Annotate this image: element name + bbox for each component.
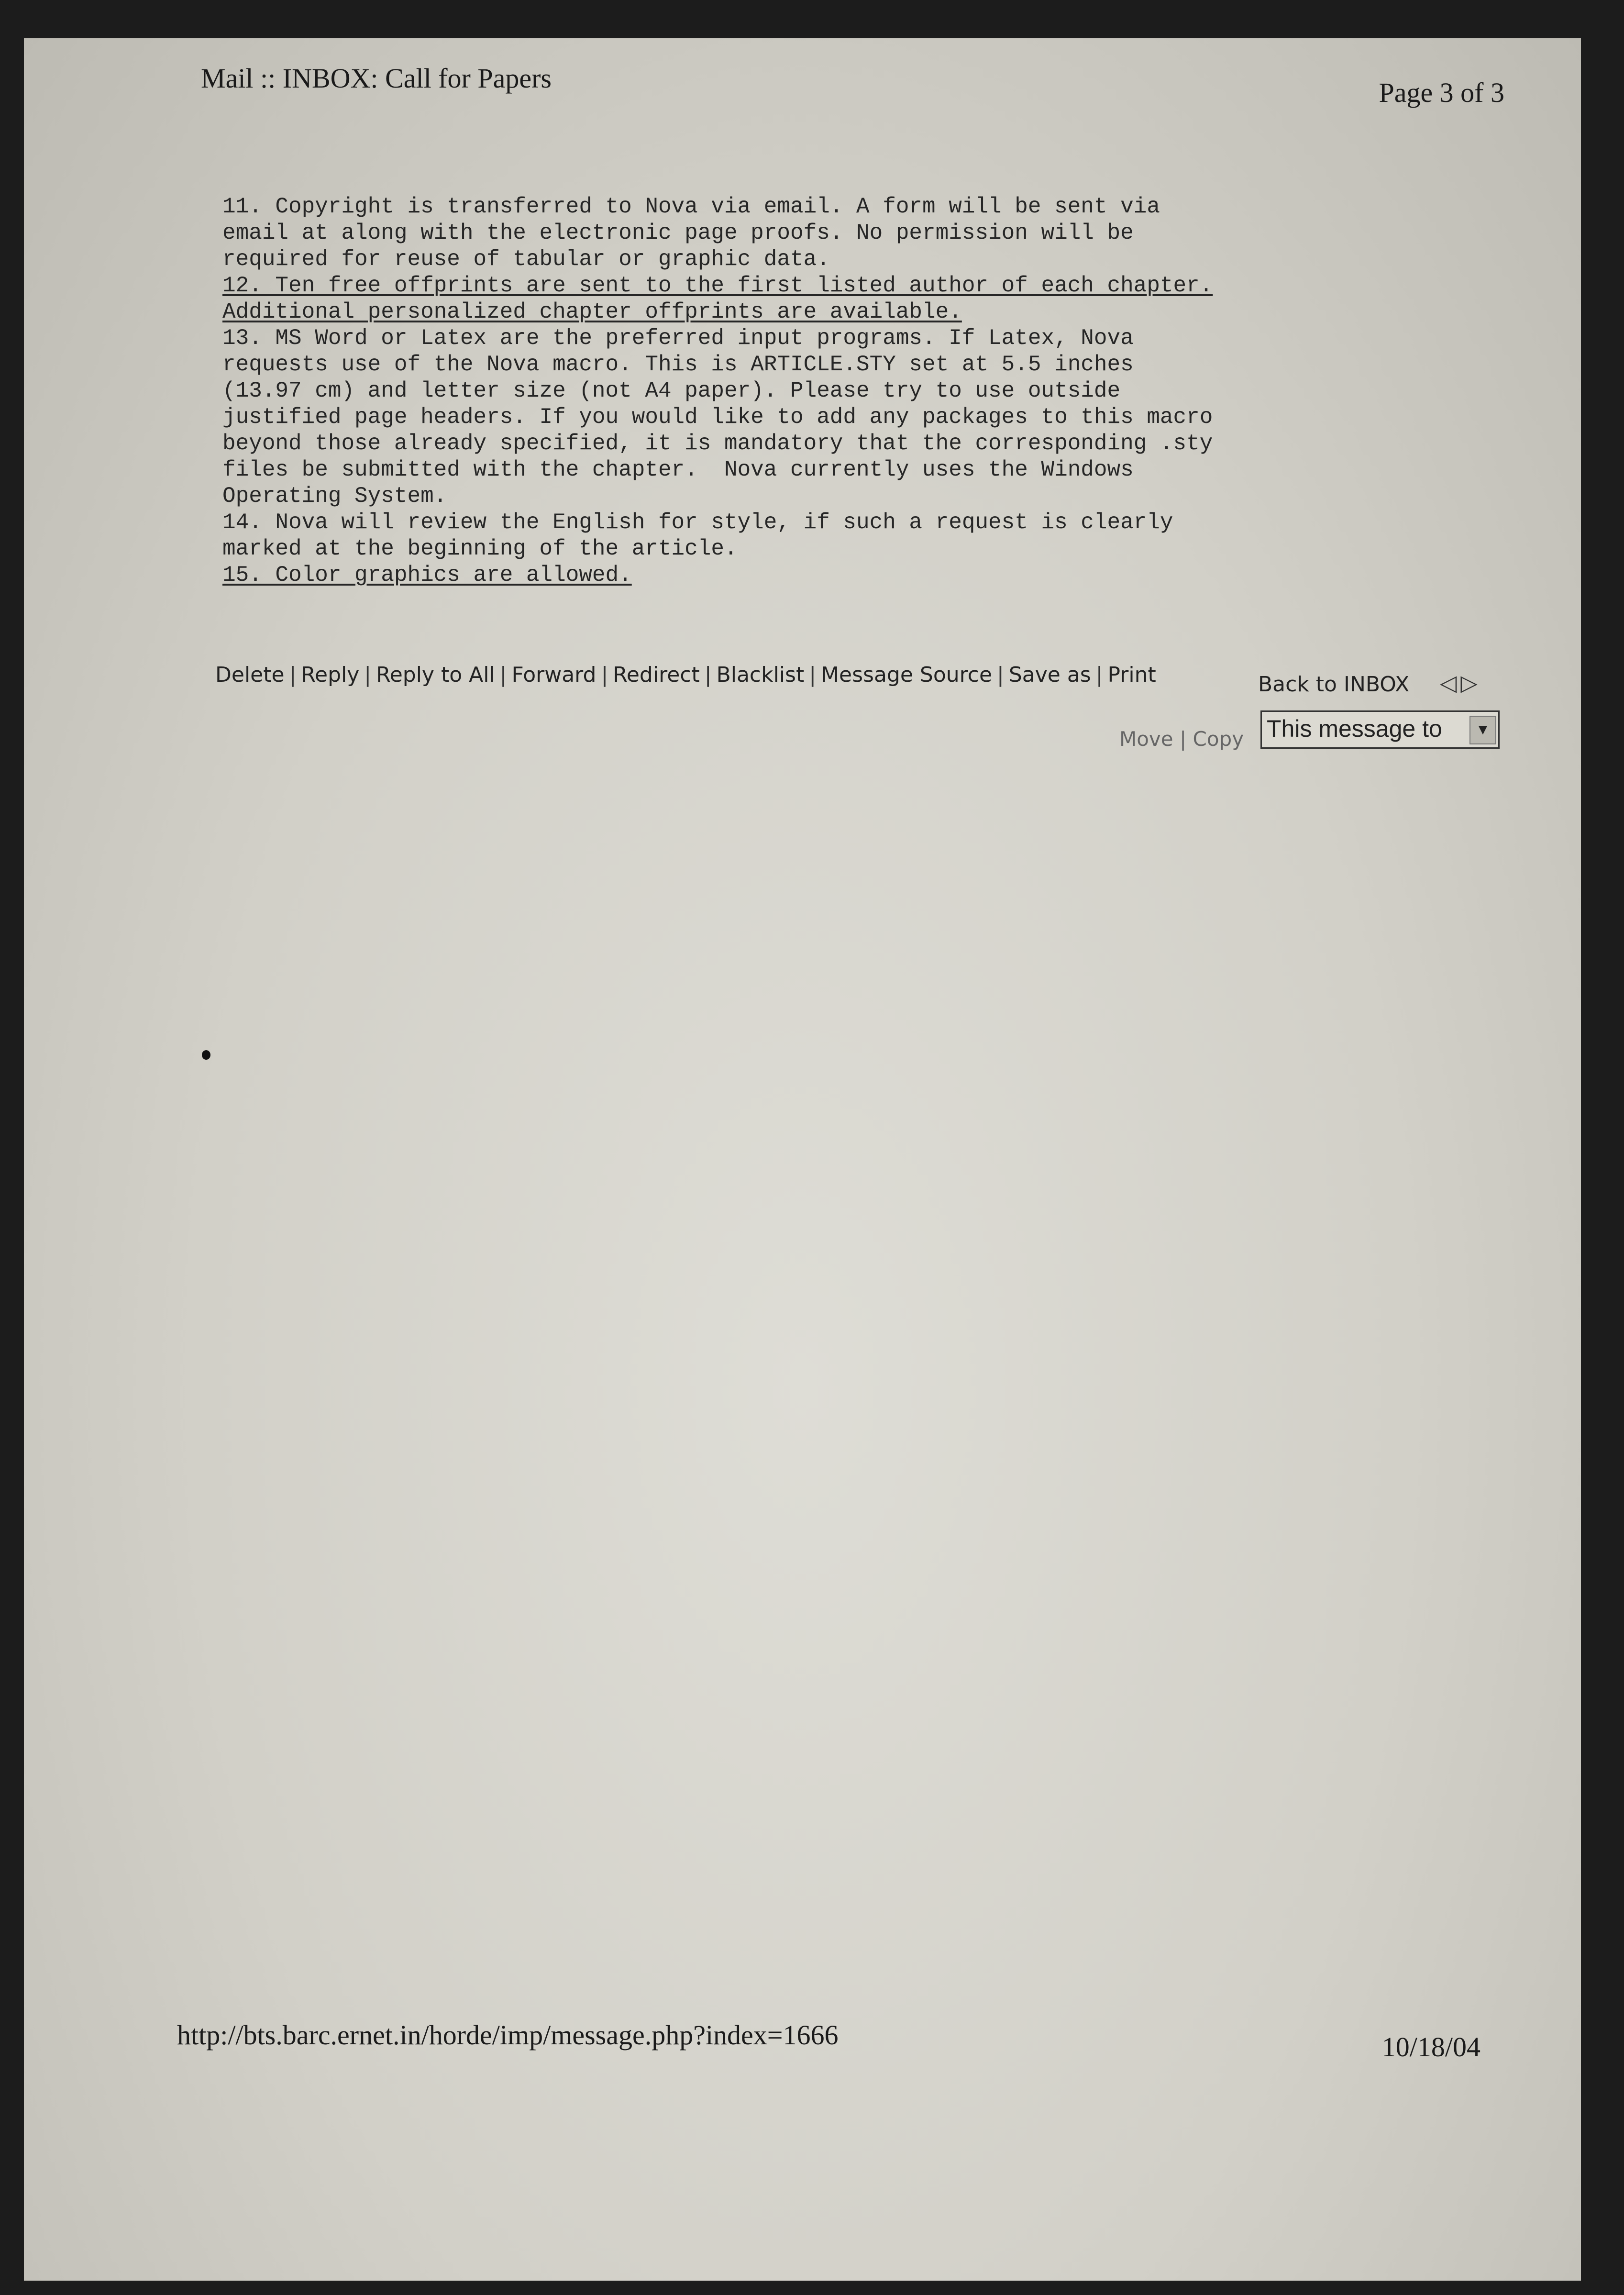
printed-page (24, 38, 1581, 2281)
ink-speck (202, 1050, 210, 1060)
message-source-link[interactable]: Message Source (821, 663, 993, 687)
forward-link[interactable]: Forward (511, 663, 597, 687)
message-line: Operating System. (222, 484, 447, 509)
toolbar-separator: | (997, 663, 1004, 687)
delete-link[interactable]: Delete (215, 663, 285, 687)
message-line-underlined: 12. Ten free offprints are sent to the first listed author of each chapter. (222, 273, 1213, 298)
footer-url: http://bts.barc.ernet.in/horde/imp/message.php?index=1666 (177, 2019, 839, 2051)
print-link[interactable]: Print (1107, 663, 1156, 687)
page-number: Page 3 of 3 (1379, 77, 1504, 108)
message-line: justified page headers. If you would like to add any packages to this macro (222, 405, 1213, 430)
toolbar-separator: | (364, 663, 372, 687)
move-link[interactable]: Move (1119, 727, 1173, 751)
redirect-link[interactable]: Redirect (613, 663, 700, 687)
toolbar-separator: | (289, 663, 297, 687)
toolbar-separator: | (601, 663, 608, 687)
message-line: required for reuse of tabular or graphic data. (222, 247, 830, 272)
message-body (222, 194, 1409, 588)
message-line: 14. Nova will review the English for style, if such a request is clearly (222, 510, 1173, 535)
toolbar-separator: | (1095, 663, 1103, 687)
toolbar-separator: | (809, 663, 817, 687)
message-toolbar (215, 663, 1156, 687)
chevron-down-icon[interactable]: ▼ (1469, 716, 1496, 744)
previous-message-icon[interactable]: ◁ (1440, 671, 1457, 695)
toolbar-separator: | (704, 663, 712, 687)
target-folder-select[interactable] (1260, 710, 1500, 749)
target-folder-select-value: This message to (1267, 715, 1442, 742)
save-as-link[interactable]: Save as (1008, 663, 1091, 687)
footer-date: 10/18/04 (1381, 2031, 1480, 2062)
message-line-underlined: Additional personalized chapter offprints are available. (222, 299, 962, 324)
back-to-inbox-link[interactable]: Back to INBOX (1258, 672, 1410, 697)
message-line: 13. MS Word or Latex are the preferred input programs. If Latex, Nova (222, 326, 1134, 351)
page-title: Mail :: INBOX: Call for Papers (201, 63, 552, 94)
message-line: requests use of the Nova macro. This is ARTICLE.STY set at 5.5 inches (222, 352, 1134, 377)
message-line: marked at the beginning of the article. (222, 536, 738, 561)
copy-link[interactable]: Copy (1193, 727, 1244, 751)
action-separator: | (1180, 727, 1187, 751)
message-line: (13.97 cm) and letter size (not A4 paper). Please try to use outside (222, 378, 1121, 403)
move-copy-links (1119, 727, 1244, 751)
message-nav-arrows (1440, 670, 1481, 696)
reply-link[interactable]: Reply (301, 663, 360, 687)
next-message-icon[interactable]: ▷ (1460, 671, 1478, 695)
blacklist-link[interactable]: Blacklist (716, 663, 805, 687)
toolbar-separator: | (499, 663, 507, 687)
reply-all-link[interactable]: Reply to All (376, 663, 495, 687)
message-line: 11. Copyright is transferred to Nova via email. A form will be sent via (222, 194, 1160, 219)
message-line: beyond those already specified, it is mandatory that the corresponding .sty (222, 431, 1213, 456)
message-line: files be submitted with the chapter. Nova currently uses the Windows (222, 457, 1134, 482)
message-line: email at along with the electronic page proofs. No permission will be (222, 221, 1134, 245)
message-line-underlined: 15. Color graphics are allowed. (222, 563, 632, 588)
